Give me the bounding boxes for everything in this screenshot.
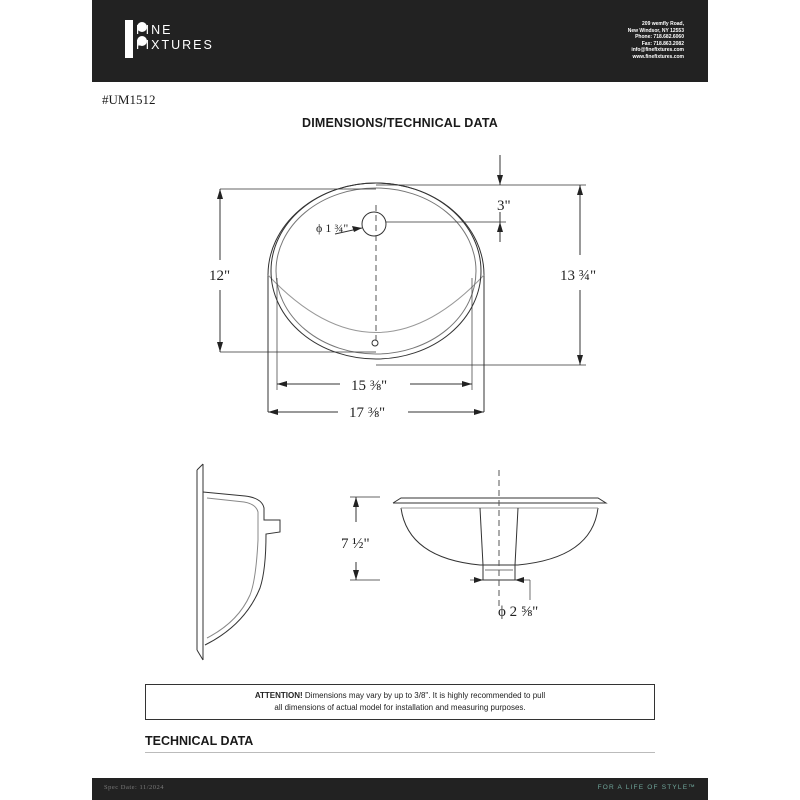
technical-data-divider xyxy=(145,752,655,753)
brand-line-fixtures: FIXTURES xyxy=(136,38,214,52)
model-number: #UM1512 xyxy=(102,92,156,107)
dimension-arrows xyxy=(217,175,583,415)
attention-line-1 xyxy=(146,690,654,702)
page-footer xyxy=(92,778,708,800)
attention-text-1: Dimensions may vary by up to 3/8". It is highly recommended to pull xyxy=(304,691,546,700)
inner-depth-dimension: 12" xyxy=(209,268,231,284)
attention-text-2: all dimensions of actual model for installation and measuring purposes. xyxy=(274,703,526,712)
drain-diameter-dimension: ϕ 2 ⅝" xyxy=(498,604,539,620)
email-link[interactable]: info@finefixtures.com xyxy=(631,47,684,54)
address-line-1: 209 wemfly Road, xyxy=(642,21,684,27)
brand-line-fine: FINE xyxy=(136,23,173,37)
sink-front-view xyxy=(350,470,606,610)
website-link[interactable]: www.finefixtures.com xyxy=(632,53,684,60)
section-title: DIMENSIONS/TECHNICAL DATA xyxy=(302,116,498,130)
attention-notice xyxy=(145,684,655,720)
technical-data-title: TECHNICAL DATA xyxy=(145,734,254,748)
footer-tagline: FOR A LIFE OF STYLE™ xyxy=(597,784,696,791)
sink-top-view xyxy=(220,155,586,412)
outer-depth-dimension: 13 ¾" xyxy=(560,268,597,284)
outer-width-dimension: 17 ⅜" xyxy=(349,405,386,421)
back-offset-dimension: 3" xyxy=(497,198,511,214)
inner-width-dimension: 15 ⅜" xyxy=(351,378,388,394)
phone-text: Phone: 718.682.6060 xyxy=(635,34,684,41)
fax-text: Fax: 718.863.2082 xyxy=(641,40,684,47)
address-line-2: New Windsor, NY 12553 xyxy=(627,27,684,34)
drain-hole-dimension: ϕ 1 ¾" xyxy=(316,221,349,235)
spec-date: Spec Date: 11/2024 xyxy=(104,784,165,791)
sink-side-view xyxy=(197,464,280,660)
attention-label: ATTENTION! xyxy=(254,691,303,700)
height-dimension: 7 ½" xyxy=(341,536,370,552)
